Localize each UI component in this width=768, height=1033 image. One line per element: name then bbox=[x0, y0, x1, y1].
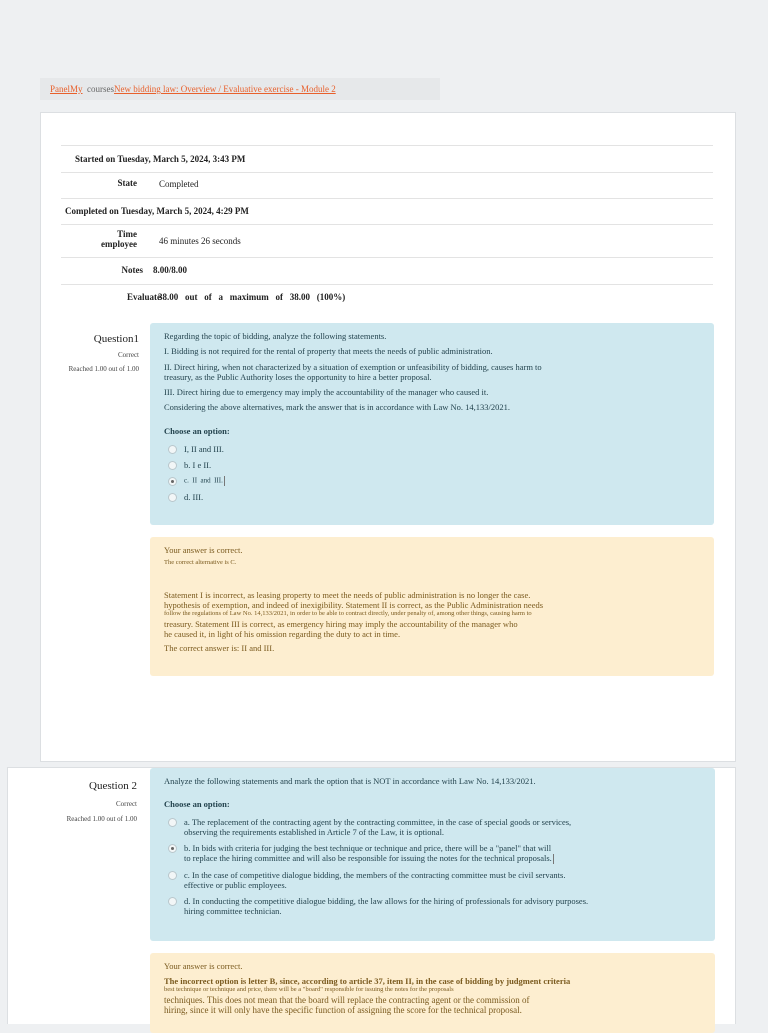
radio-button[interactable] bbox=[168, 897, 177, 906]
q1-line: Regarding the topic of bidding, analyze the following statements. bbox=[164, 331, 387, 341]
q1-line: II. Direct hiring, when not characterized by a situation of exemption or unfeasibility of bidding, causes harm to bbox=[164, 362, 542, 372]
radio-button[interactable] bbox=[168, 818, 177, 827]
radio-button-selected[interactable] bbox=[168, 844, 177, 853]
feedback-correct-answer: The correct answer is: II and III. bbox=[164, 643, 275, 653]
feedback-alternative: The correct alternative is C. bbox=[164, 559, 237, 566]
option-label-line2: to replace the hiring committee and will also be responsible for issuing the notes for the technical proposals. bbox=[184, 853, 552, 863]
summary-row-time bbox=[61, 224, 713, 257]
radio-button[interactable] bbox=[168, 493, 177, 502]
text-caret bbox=[224, 476, 225, 486]
q1-line: I. Bidding is not required for the rental of property that meets the needs of public administration. bbox=[164, 346, 493, 356]
q1-option-c[interactable] bbox=[164, 476, 700, 486]
breadcrumb-course-link[interactable]: New bidding law: Overview / Evaluative exercise - Module 2 bbox=[114, 84, 336, 94]
state-value: Completed bbox=[159, 179, 199, 189]
summary-row-completed bbox=[61, 198, 713, 224]
breadcrumb-panel-link[interactable]: Panel bbox=[50, 84, 70, 94]
question-1-box bbox=[150, 323, 714, 525]
completed-label: Completed on Tuesday, March 5, 2024, 4:29 PM bbox=[65, 206, 249, 216]
option-label-line2: hiring committee technician. bbox=[184, 906, 282, 917]
q1-option-a[interactable] bbox=[164, 444, 700, 454]
radio-button-selected[interactable] bbox=[168, 477, 177, 486]
time-label bbox=[101, 229, 137, 249]
option-label: d. III. bbox=[184, 492, 204, 502]
summary-row-notes bbox=[61, 257, 713, 284]
feedback-explanation: hypothesis of exemption, and indeed of inexigibility. Statement II is correct, as the Public Administration needs bbox=[164, 600, 544, 610]
time-value: 46 minutes 26 seconds bbox=[159, 236, 241, 246]
option-label: b. I e II. bbox=[184, 460, 212, 470]
time-label-line1: Time bbox=[117, 229, 137, 239]
started-label: Started on Tuesday, March 5, 2024, 3:43 PM bbox=[75, 154, 246, 164]
feedback-explanation: techniques. This does not mean that the board will replace the contracting agent or the commission of bbox=[164, 995, 530, 1005]
q1-option-d[interactable] bbox=[164, 492, 700, 502]
breadcrumb-courses-label: courses bbox=[87, 84, 115, 94]
question-1-status: Correct bbox=[118, 351, 139, 359]
option-label-line2: observing the requirements established in Article 7 of the Law, it is optional. bbox=[184, 827, 445, 837]
feedback-correct: Your answer is correct. bbox=[164, 961, 243, 971]
feedback-explanation: hiring, since it will only have the specific function of assigning the score for the technical proposal. bbox=[164, 1005, 522, 1015]
feedback-explanation: he caused it, in light of his omission regarding the duty to act in time. bbox=[164, 629, 401, 639]
question-2-info bbox=[67, 780, 137, 823]
feedback-explanation-bold: The incorrect option is letter B, since, according to article 37, item II, in the case of bidding by judgment criteria bbox=[164, 976, 571, 986]
option-label: c. II and III. bbox=[184, 476, 223, 485]
question-1-grade: Reached 1.00 out of 1.00 bbox=[68, 365, 139, 373]
time-label-line2: employee bbox=[101, 239, 137, 249]
q1-line: Considering the above alternatives, mark the answer that is in accordance with Law No. 14,133/2021. bbox=[164, 402, 511, 412]
notes-label: Notes bbox=[121, 265, 143, 275]
option-label-line2: effective or public employees. bbox=[184, 880, 287, 891]
breadcrumb bbox=[40, 78, 440, 100]
q1-line: III. Direct hiring due to emergency may imply the accountability of the manager who caused it. bbox=[164, 387, 489, 397]
summary-row-started bbox=[61, 145, 713, 172]
quiz-review-card bbox=[40, 112, 736, 762]
option-label: c. In the case of competitive dialogue bidding, the members of the contracting committee must be civil servants. bbox=[184, 870, 566, 881]
breadcrumb-my-courses-link[interactable]: My bbox=[70, 84, 83, 94]
evaluate-label: Evaluate bbox=[126, 292, 161, 302]
question-1-feedback bbox=[150, 537, 714, 676]
feedback-explanation: best technique or technique and price, there will be a "board" responsible for issuing the notes for the proposals bbox=[164, 986, 454, 993]
question-1-title: Question1 bbox=[93, 333, 139, 345]
question-2-feedback bbox=[150, 953, 715, 1033]
q2-option-b[interactable] bbox=[164, 843, 701, 864]
option-label: b. In bids with criteria for judging the best technique or technique and price, there will be a "panel" that will bbox=[184, 843, 552, 853]
feedback-correct: Your answer is correct. bbox=[164, 545, 243, 555]
radio-button[interactable] bbox=[168, 461, 177, 470]
radio-button[interactable] bbox=[168, 871, 177, 880]
question-2-grade: Reached 1.00 out of 1.00 bbox=[66, 815, 137, 823]
summary-row-state bbox=[61, 172, 713, 198]
q2-option-c[interactable] bbox=[164, 870, 701, 890]
text-caret bbox=[553, 854, 554, 864]
q1-option-b[interactable] bbox=[164, 460, 700, 470]
feedback-explanation: treasury. Statement III is correct, as emergency hiring may imply the accountability of the manager who bbox=[164, 619, 518, 629]
question-2-title: Question 2 bbox=[89, 780, 137, 792]
option-label: I, II and III. bbox=[184, 444, 224, 454]
feedback-explanation: follow the regulations of Law No. 14,133/2021, in order to be able to contract directly, under penalty of, among other things, causing harm to bbox=[164, 610, 532, 617]
feedback-explanation: Statement I is incorrect, as leasing property to meet the needs of public administration is no longer the case. bbox=[164, 590, 531, 600]
summary-row-evaluate bbox=[61, 284, 713, 311]
attempt-summary bbox=[61, 145, 713, 311]
q2-prompt: Analyze the following statements and mark the option that is NOT in accordance with Law No. 14,133/2021. bbox=[164, 776, 536, 786]
q2-option-a[interactable] bbox=[164, 817, 701, 837]
evaluate-value: 38.00 out of a maximum of 38.00 (100%) bbox=[158, 292, 346, 302]
radio-button[interactable] bbox=[168, 445, 177, 454]
option-label: a. The replacement of the contracting agent by the contracting committee, in the case of special goods or services, bbox=[184, 817, 572, 827]
q2-choose-label: Choose an option: bbox=[164, 799, 230, 809]
option-label: d. In conducting the competitive dialogue bidding, the law allows for the hiring of professionals for advisory purposes. bbox=[184, 896, 589, 907]
state-label: State bbox=[117, 178, 137, 188]
quiz-review-card-page-2 bbox=[7, 767, 736, 1024]
q1-choose-label: Choose an option: bbox=[164, 426, 230, 436]
notes-value: 8.00/8.00 bbox=[153, 265, 188, 275]
question-2-box bbox=[150, 768, 715, 941]
q2-option-d[interactable] bbox=[164, 896, 701, 916]
question-1-info bbox=[69, 333, 139, 373]
q1-line: treasury, as the Public Authority loses the opportunity to hire a better proposal. bbox=[164, 372, 432, 382]
question-2-status: Correct bbox=[116, 800, 137, 808]
